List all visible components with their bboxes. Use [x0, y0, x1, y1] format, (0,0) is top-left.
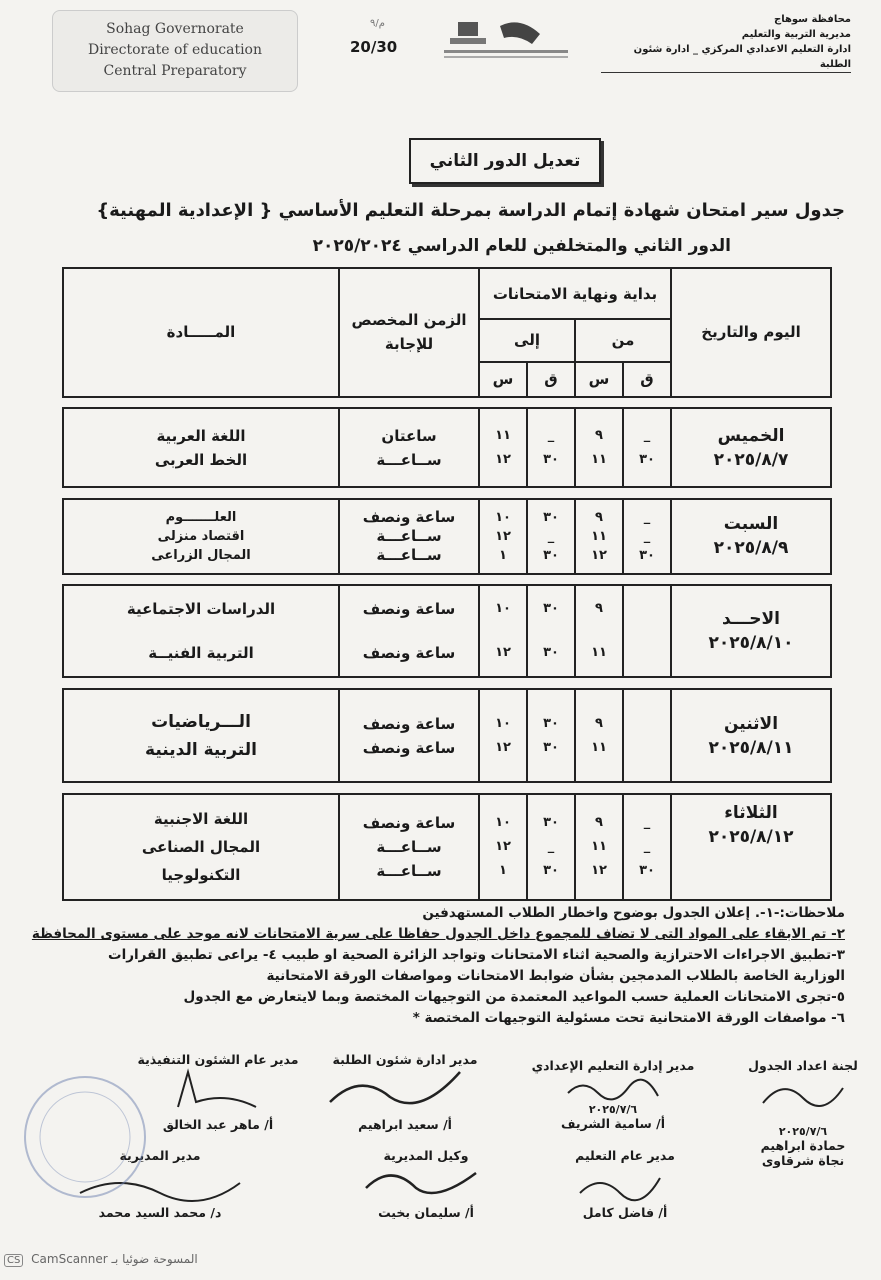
- from-q-cell: [623, 408, 671, 488]
- day-cell: [671, 585, 831, 677]
- signature-scribble-icon: [743, 1073, 863, 1125]
- table-row: [63, 408, 831, 488]
- table-row: [63, 689, 831, 783]
- sig-affairs-director-name: أ/ سعيد ابراهيم: [358, 1117, 452, 1132]
- to-s: ١٠: [495, 814, 511, 830]
- sig-prep-director-date: ٢٠٢٥/٧/٦: [588, 1103, 638, 1116]
- to-s: ١٢: [495, 528, 511, 544]
- day-cell: [671, 689, 831, 783]
- col-header-from-s: س: [575, 362, 623, 397]
- day-name: الاثنين: [723, 713, 779, 734]
- header-en-line3: Central Preparatory: [103, 63, 247, 79]
- to-s: ١٢: [495, 645, 511, 661]
- sig-edu-general-director: [560, 1148, 690, 1220]
- duration: ســاعـــة: [376, 450, 442, 469]
- from-s: ٩: [595, 427, 603, 443]
- to-q: _: [547, 427, 555, 443]
- from-s: ١٢: [591, 862, 607, 878]
- to-q: _: [547, 838, 555, 854]
- from-s: ٩: [595, 814, 603, 830]
- sig-affairs-director-title: مدير ادارة شئون الطلبة: [332, 1052, 478, 1067]
- to-q: ٣٠: [543, 715, 559, 731]
- sig-committee-title: لجنة اعداد الجدول: [748, 1058, 858, 1073]
- scanner-text: CamScanner المسوحة ضوئيا بـ: [31, 1252, 198, 1266]
- to-q: _: [547, 528, 555, 544]
- from-q-cell: [623, 689, 671, 783]
- day-date: ٢٠٢٥/٨/١١: [708, 737, 794, 758]
- header-ar-line3: ادارة التعليم الاعدادي المركزي _ ادارة شئون الطلبة: [601, 42, 851, 73]
- subject-cell: [63, 408, 339, 488]
- col-header-from: من: [575, 319, 671, 362]
- subject: اللغة العربية: [156, 426, 246, 445]
- subject: المجال الزراعى: [151, 547, 251, 563]
- col-header-period: بداية ونهاية الامتحانات: [479, 268, 671, 319]
- col-header-duration: الزمن المخصص للإجابة: [339, 268, 479, 397]
- to-q: ٣٠: [543, 814, 559, 830]
- to-s-cell: [479, 499, 527, 575]
- serial-top: م/٩: [370, 18, 385, 29]
- to-q-cell: [527, 689, 575, 783]
- header-en-line2: Directorate of education: [87, 42, 263, 58]
- note-5: ٥-تجرى الامتحانات العملية حسب المواعيد المعتمدة من التوجيهات المختصة وبما لايتعارض مع الجدول: [183, 989, 845, 1005]
- subject: اللغة الاجنبية: [153, 809, 249, 828]
- to-s-cell: [479, 794, 527, 900]
- from-s: ١١: [591, 739, 607, 755]
- table-row: [63, 499, 831, 575]
- subject: التكنولوجيا: [161, 865, 241, 884]
- sig-deputy-title: وكيل المديرية: [383, 1148, 469, 1163]
- subject: اقتصاد منزلى: [157, 528, 245, 544]
- sig-directorate-director-title: مدير المديرية: [119, 1148, 201, 1163]
- from-q: _: [643, 528, 651, 544]
- subject-cell: [63, 585, 339, 677]
- header-ar-line2: مديرية التربية والتعليم: [741, 29, 851, 40]
- from-s: ٩: [595, 715, 603, 731]
- sig-committee-date: ٢٠٢٥/٧/٦: [778, 1125, 828, 1138]
- header-english-box: [52, 10, 298, 92]
- from-s-cell: [575, 499, 623, 575]
- to-s: ١: [499, 547, 507, 563]
- col-header-from-q: ق: [623, 362, 671, 397]
- to-s: ١٠: [495, 715, 511, 731]
- duration: ساعة ونصف: [362, 714, 456, 733]
- to-q: ٣٠: [543, 739, 559, 755]
- duration: ساعة ونصف: [362, 644, 456, 663]
- page-title: تعديل الدور الثاني: [409, 138, 601, 184]
- to-s: ١٢: [495, 838, 511, 854]
- note-6: ٦- مواصفات الورقة الامتحانية تحت مسئولية التوجيهات المختصة *: [412, 1010, 845, 1026]
- to-q-cell: [527, 408, 575, 488]
- sig-committee-name1: حمادة ابراهيم: [760, 1138, 846, 1153]
- to-s-cell: [479, 585, 527, 677]
- sig-prep-director-title: مدير إدارة التعليم الإعدادي: [531, 1058, 695, 1073]
- serial-number: 20/30: [350, 38, 398, 56]
- subtitle-line1: جدول سير امتحان شهادة إتمام الدراسة بمرحلة التعليم الأساسي { الإعدادية المهنية}: [96, 200, 845, 221]
- note-3b: الوزارية الخاصة بالطلاب المدمجين بشأن ضوابط الامتحانات ومواصفات الورقة الامتحانية: [266, 968, 845, 984]
- exam-schedule-table: [62, 267, 832, 901]
- from-q: _: [643, 814, 651, 830]
- table-row: [63, 794, 831, 900]
- col-header-subject: المـــــادة: [63, 268, 339, 397]
- to-s: ١: [499, 862, 507, 878]
- day-cell: [671, 408, 831, 488]
- ministry-logo-icon: [440, 16, 572, 66]
- sig-deputy-name: أ/ سليمان بخيت: [378, 1205, 474, 1220]
- to-s: ١٢: [495, 739, 511, 755]
- from-q: ٣٠: [639, 547, 655, 563]
- scanner-footer: [4, 1252, 198, 1267]
- from-q: _: [643, 838, 651, 854]
- from-s: ١٢: [591, 547, 607, 563]
- sig-prep-director: [528, 1058, 698, 1131]
- duration: ساعتان: [381, 426, 437, 445]
- to-s-cell: [479, 689, 527, 783]
- from-s: ١١: [591, 528, 607, 544]
- from-s: ١١: [591, 838, 607, 854]
- to-q: ٣٠: [543, 645, 559, 661]
- duration-cell: [339, 408, 479, 488]
- day-name: الاحـــد: [722, 609, 780, 630]
- from-s: ٩: [595, 509, 603, 525]
- sig-edu-general-director-name: أ/ فاضل كامل: [582, 1205, 668, 1220]
- to-q: ٣٠: [543, 547, 559, 563]
- to-q-cell: [527, 585, 575, 677]
- camscanner-logo-icon: CS: [4, 1254, 23, 1267]
- sig-directorate-director-name: د/ محمد السيد محمد: [98, 1205, 222, 1220]
- day-date: ٢٠٢٥/٨/٩: [713, 538, 789, 559]
- subtitle-line2: الدور الثاني والمتخلفين للعام الدراسي ٢٠٢٥/٢٠٢٤: [312, 236, 731, 256]
- signature-scribble-icon: [310, 1067, 500, 1117]
- day-cell: [671, 499, 831, 575]
- to-s-cell: [479, 408, 527, 488]
- sig-exec-director-name: أ/ ماهر عبد الخالق: [162, 1117, 274, 1132]
- duration-cell: [339, 585, 479, 677]
- from-q-cell: [623, 585, 671, 677]
- to-q: ٣٠: [543, 862, 559, 878]
- to-s: ١١: [495, 427, 511, 443]
- subject-cell: [63, 689, 339, 783]
- duration: ســاعـــة: [376, 545, 442, 564]
- subject-cell: [63, 499, 339, 575]
- sig-edu-general-director-title: مدير عام التعليم: [575, 1148, 675, 1163]
- to-q: ٣٠: [543, 509, 559, 525]
- duration-cell: [339, 689, 479, 783]
- note-1: ملاحظات:-١-. إعلان الجدول بوضوح واخطار الطلاب المستهدفين: [422, 905, 845, 921]
- to-q-cell: [527, 499, 575, 575]
- to-q-cell: [527, 794, 575, 900]
- header-arabic-block: [601, 12, 851, 73]
- day-name: الثلاثاء: [724, 802, 778, 823]
- from-s-cell: [575, 794, 623, 900]
- sig-committee: [743, 1058, 863, 1168]
- note-3: ٣-تطبيق الاجراءات الاحترازية والصحية اثناء الامتحانات وتواجد الزائرة الصحية او طبيب ٤- يراعى تطبيق القرارات: [108, 947, 845, 963]
- day-name: الخميس: [717, 425, 785, 446]
- day-date: ٢٠٢٥/٨/١٢: [708, 826, 794, 847]
- sig-prep-director-name: أ/ سامية الشريف: [560, 1116, 666, 1131]
- subject-cell: [63, 794, 339, 900]
- to-q: ٣٠: [543, 601, 559, 617]
- day-date: ٢٠٢٥/٨/١٠: [708, 633, 794, 654]
- from-s-cell: [575, 689, 623, 783]
- from-q: ٣٠: [639, 451, 655, 467]
- sig-exec-director-title: مدير عام الشئون التنفيذية: [137, 1052, 299, 1067]
- sig-deputy: [336, 1148, 516, 1220]
- duration: ســاعـــة: [376, 837, 442, 856]
- subject: الـــرياضيات: [151, 711, 251, 732]
- subject: التربية الفنيــة: [148, 644, 254, 663]
- duration: ساعة ونصف: [362, 600, 456, 619]
- subject: الخط العربى: [154, 450, 248, 469]
- col-header-day: اليوم والتاريخ: [671, 268, 831, 397]
- from-q: ٣٠: [639, 862, 655, 878]
- to-s: ١٠: [495, 509, 511, 525]
- sig-committee-name2: نجاة شرقاوى: [761, 1153, 845, 1168]
- day-cell: [671, 794, 831, 900]
- signature-scribble-icon: [336, 1163, 516, 1205]
- subject: المجال الصناعى: [141, 837, 261, 856]
- col-header-to-q: ق: [527, 362, 575, 397]
- subject: التربية الدينية: [145, 739, 257, 760]
- to-s: ١٢: [495, 451, 511, 467]
- col-header-to-s: س: [479, 362, 527, 397]
- from-s: ١١: [591, 451, 607, 467]
- signature-scribble-icon: [528, 1073, 698, 1103]
- duration-cell: [339, 499, 479, 575]
- from-q: _: [643, 427, 651, 443]
- from-s: ١١: [591, 645, 607, 661]
- from-q: _: [643, 509, 651, 525]
- to-q: ٣٠: [543, 451, 559, 467]
- header-en-line1: Sohag Governorate: [106, 21, 244, 37]
- from-q-cell: [623, 794, 671, 900]
- col-header-to: إلى: [479, 319, 575, 362]
- notes-block: [25, 903, 845, 1029]
- sig-affairs-director: [310, 1052, 500, 1132]
- day-name: السبت: [723, 514, 779, 535]
- note-2: ٢- تم الابقاء على المواد التى لا تضاف للمجموع داخل الجدول حفاظا على سرية الامتحانات لانه موحد على مستوى المحافظة: [31, 926, 845, 942]
- subject: العلـــــــوم: [165, 509, 237, 525]
- to-s: ١٠: [495, 601, 511, 617]
- subject: الدراسات الاجتماعية: [126, 600, 276, 619]
- duration: ساعة ونصف: [362, 507, 456, 526]
- from-s-cell: [575, 585, 623, 677]
- header-ar-line1: محافظة سوهاج: [774, 14, 851, 25]
- from-s: ٩: [595, 601, 603, 617]
- duration-cell: [339, 794, 479, 900]
- from-q-cell: [623, 499, 671, 575]
- duration: ســاعـــة: [376, 861, 442, 880]
- signature-scribble-icon: [560, 1163, 690, 1205]
- duration: ســاعـــة: [376, 526, 442, 545]
- official-stamp-icon: [20, 1062, 150, 1212]
- from-s-cell: [575, 408, 623, 488]
- day-date: ٢٠٢٥/٨/٧: [713, 449, 789, 470]
- duration: ساعة ونصف: [362, 813, 456, 832]
- duration: ساعة ونصف: [362, 738, 456, 757]
- table-row: [63, 585, 831, 677]
